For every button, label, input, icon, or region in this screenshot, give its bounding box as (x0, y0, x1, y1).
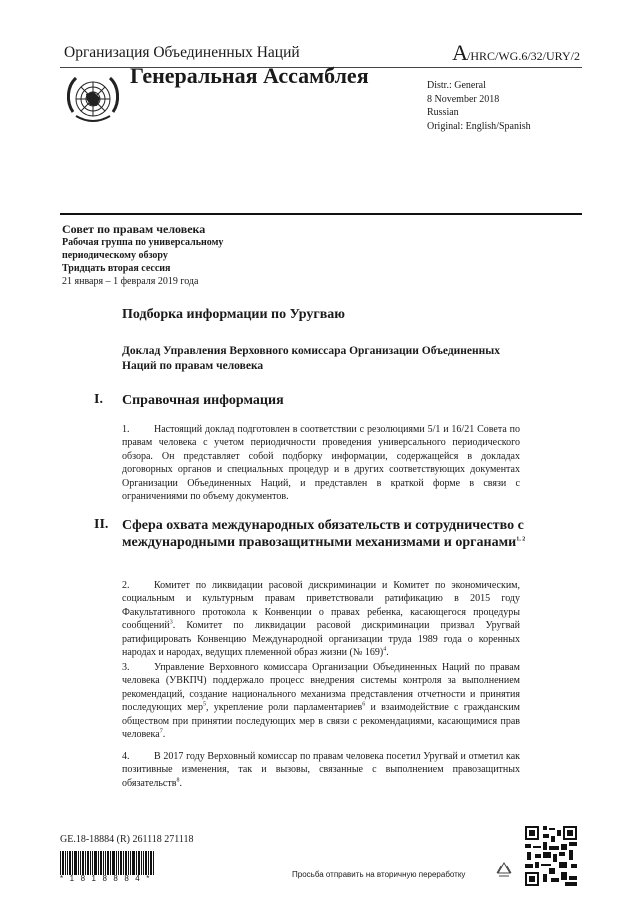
section-2-heading-text: Сфера охвата международных обязательств и сотрудничество с международными правозащитными механизмами и органами (122, 518, 524, 550)
paragraph-text: Комитет по ликвидации расовой дискриминации и Комитет по экономическим, социальным и культурным правам приветствовали ратификацию в 2015 году Факультативного протокола к Конвенции о правах ребенка, касающегося процедуры сообщений (122, 580, 520, 632)
footnote-ref[interactable]: 5 (202, 701, 206, 708)
working-group-line1: Рабочая группа по универсальному (62, 237, 224, 248)
organization-name: Организация Объединенных Наций (64, 44, 300, 61)
footnote-ref[interactable]: 6 (362, 701, 366, 708)
paragraph-text: . (162, 729, 166, 741)
paragraph-1 (122, 423, 520, 503)
paragraph-number: 2. (122, 580, 130, 591)
symbol-rest: /HRC/WG.6/32/URY/2 (466, 49, 580, 63)
document-symbol (452, 40, 580, 66)
document-subtitle: Доклад Управления Верховного комиссара Организации Объединенных Наций по правам человека (122, 345, 501, 372)
paragraph-text: . (179, 777, 182, 789)
paragraph-number: 1. (122, 424, 130, 435)
section-1-heading: Справочная информация (122, 393, 284, 408)
footnote-ref[interactable]: 3 (169, 619, 173, 626)
paragraph-text: Управление Верховного комиссара Организации Объединенных Наций по правам человека (УВКПЧ) поддержало процесс внедрения системы контроля за выполнением рекомендаций, создание национального механизма представления отчетности и принятия последующих мер (122, 662, 520, 714)
paragraph-number: 3. (122, 662, 130, 673)
distribution-language: Russian (427, 107, 459, 118)
footnote-ref[interactable]: 7 (159, 728, 163, 735)
working-group-line2: периодическому обзору (62, 250, 168, 261)
job-code: GE.18-18884 (R) 261118 271118 (60, 834, 194, 845)
un-emblem-icon (64, 72, 122, 128)
paragraph-number: 4. (122, 751, 130, 762)
paragraph-2 (122, 579, 520, 659)
document-title: Подборка информации по Уругваю (122, 307, 345, 322)
session: Тридцать вторая сессия (62, 263, 171, 274)
distribution-date: 8 November 2018 (427, 93, 500, 105)
footnote-ref[interactable]: 4 (383, 646, 387, 653)
recycle-note: Просьба отправить на вторичную переработку (292, 870, 466, 879)
barcode-number: *1818884* (60, 874, 156, 883)
section-1-number: I. (94, 392, 103, 407)
section-rule (60, 213, 582, 215)
recycle-icon (494, 861, 514, 881)
council-block (62, 223, 223, 288)
section-2-heading (122, 517, 542, 551)
distribution-block (427, 79, 531, 133)
paragraph-text: Настоящий доклад подготовлен в соответствии с резолюциями 5/1 и 16/21 Совета по правам человека с учетом периодичности проведения универсального периодического обзора. Он представляет собой подборку информации, содержащейся в докладах договорных органов и специальных процедур и в других соответствующих документах Организации Объединенных Наций, и представлен в краткой форме в связи с ограничениями по объему документов. (122, 424, 520, 503)
session-dates: 21 января – 1 февраля 2019 года (62, 276, 199, 287)
symbol-prefix: A (452, 40, 467, 65)
footnote-ref[interactable]: 8 (176, 777, 180, 784)
footnote-ref[interactable]: 1, 2 (516, 536, 526, 543)
barcode-icon (60, 851, 154, 875)
paragraph-text: и взаимодействие с гражданским обществом при принятии последующих мер в связи с рекомендациями, касающимися прав человека (122, 702, 520, 741)
qr-code-icon (525, 826, 577, 886)
council-name: Совет по правам человека (62, 222, 206, 236)
paragraph-text: В 2017 году Верховный комиссар по правам человека посетил Уругвай и отметил как позитивные изменения, так и вызовы, связанные с выполнением правозащитных обязательств (122, 751, 520, 789)
paragraph-text: . (386, 647, 389, 659)
distribution-original: Original: English/Spanish (427, 120, 531, 132)
distribution-line: Distr.: General (427, 80, 486, 91)
body-name: Генеральная Ассамблея (130, 63, 369, 88)
paragraph-text: , укрепление роли парламентариев (205, 702, 363, 714)
section-2-number: II. (94, 517, 109, 532)
paragraph-3 (122, 661, 520, 741)
paragraph-4 (122, 750, 520, 790)
paragraph-text: . Комитет по ликвидации расовой дискриминации призвал Уругвай ратифицировать Конвенцию Международной организации труда 1989 года о коренных народах и народах, ведущих племенной образ жизни (№ 169) (122, 620, 520, 659)
